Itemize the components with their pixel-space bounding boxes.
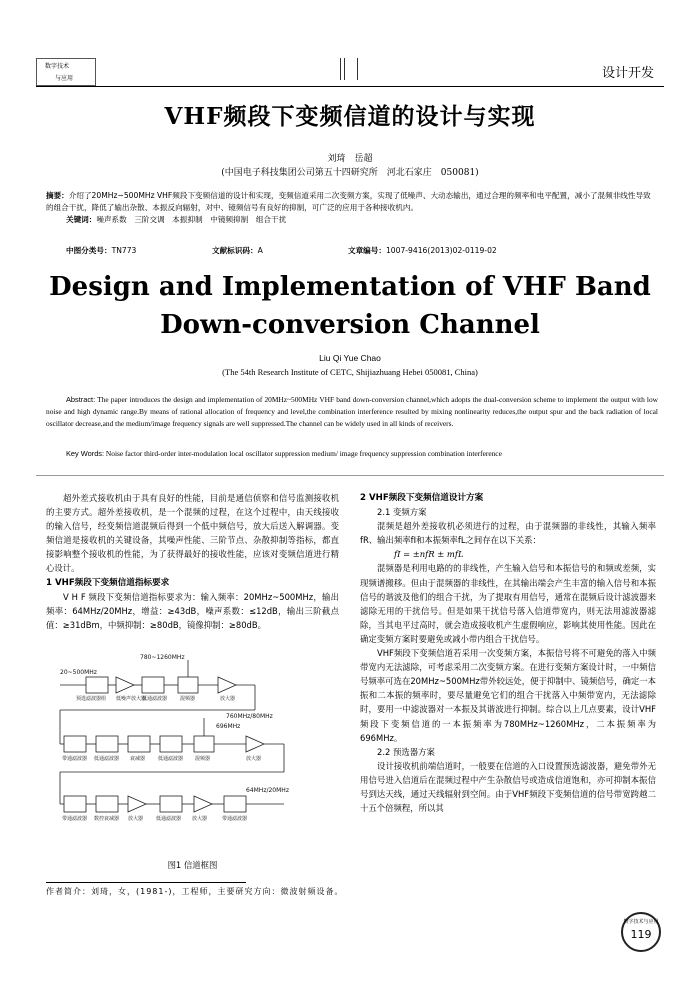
lo1-freq-label: 780~1260MHz — [140, 654, 185, 661]
bpf-block-2 — [64, 796, 86, 812]
clc-number: 中图分类号：TN773 — [66, 246, 137, 255]
row1-label-1: 低噪声放大器 — [116, 696, 147, 702]
bpf-block-1 — [64, 736, 86, 752]
section-2-heading: 2 VHF频段下变频信道设计方案 — [360, 493, 484, 503]
keywords-zh-label: 关键词： — [66, 215, 97, 224]
keywords-en-block — [66, 449, 666, 458]
mixing-formula: fI = ±nfR ± mfL — [394, 549, 464, 560]
abstract-zh — [46, 190, 656, 226]
amp-block-2 — [246, 736, 264, 752]
row2-label-5: 放大器 — [246, 756, 262, 762]
if1-freq-label: 696MHz — [216, 723, 241, 730]
section-title: 设计开发 — [601, 66, 654, 81]
abstract-en-label: Abstract: — [66, 395, 96, 404]
page-number-stamp — [621, 912, 661, 952]
row2-label-2: 衰减器 — [130, 756, 146, 762]
row1-label-3: 混频器 — [180, 696, 196, 702]
document-code: 文献标识码：A — [212, 246, 263, 255]
bpf-block-3 — [224, 796, 246, 812]
journal-name-line2: 与应用 — [55, 75, 74, 82]
mixer-block-1 — [178, 677, 198, 693]
intro-paragraph: 超外差式接收机由于具有良好的性能，目前是通信侦察和信号监测接收机的主要方式。超外差接收机，是一个混频的过程，在这个过程中，由天线接收的输入信号，经变频信道混频后得到一个低中频信号，放大后送入解调器。变频信道是接收机的关键设备，其噪声性能、三阶节点、杂散抑制等指标，都直接影响整个接收机的性能，为了获得最好的接收性能，应该对变频信道进行精心设计。 — [46, 493, 339, 574]
paper-title-en-line2: Down-conversion Channel — [160, 310, 540, 340]
section-2-2-heading: 2.2 预选器方案 — [377, 746, 435, 757]
journal-stamp-text: 数字技术与应用 — [623, 919, 659, 925]
left-column — [46, 491, 339, 632]
header-rule — [36, 86, 664, 87]
spec-paragraph: V H F 频段下变频信道指标要求为：输入频率：20MHz~500MHz，输出频率：64MHz/20MHz，增益：≥43dB，噪声系数：≤12dB，输出三阶截点值：≥31dBm，中频抑制：≥80dB，镜像抑制：≥80dB。 — [46, 591, 339, 630]
affiliation-zh: (中国电子科技集团公司第五十四研究所 河北石家庄 050081) — [221, 168, 479, 178]
row3-label-4: 放大器 — [192, 816, 208, 822]
section-2-1-heading: 2.1 变频方案 — [377, 507, 427, 518]
affiliation-en: (The 54th Research Institute of CETC, Shijiazhuang Hebei 050081, China) — [222, 367, 478, 377]
amp-block-4 — [194, 796, 212, 812]
paper-title-en-line1: Design and Implementation of VHF Band — [49, 272, 651, 302]
authors-en: Liu Qi Yue Chao — [319, 353, 381, 363]
preselect-filter-bank-block — [86, 677, 108, 693]
preselector-paragraph: 设计接收机前端信道时，一般要在信道的入口设置预选滤波器，避免带外无用信号进入信道后在混频过程中产生杂散信号或造成信道饱和，亦可抑制本振信号到达天线，通过天线辐射到空间。由于VHF频段下变频信道的信号带宽跨越二十五个倍频程，所以其 — [360, 760, 656, 814]
row2-label-0: 带通滤波器 — [62, 756, 88, 762]
journal-logo — [36, 58, 96, 86]
row2-label-3: 低通滤波器 — [158, 756, 184, 762]
row3-label-3: 低通滤波器 — [156, 816, 182, 822]
keywords-en-label: Key Words: — [66, 449, 105, 458]
abstract-zh-label: 摘要： — [46, 191, 69, 200]
abstract-zh-text: 介绍了20MHz~500MHz VHF频段下变频信道的设计和实现，变频信道采用二次变频方案，实现了低噪声、大动态输出，通过合理的频率和电平配置，减小了混频非线性导致的组合干扰，降低了输出杂散、本振反向辐射，对中、镜频信号有良好的抑制，可广泛的应用于各种接收机内。 — [46, 191, 651, 212]
amp-block-1 — [218, 677, 236, 693]
conversion-paragraph-3: VHF频段下变频信道若采用一次变频方案，本振信号将不可避免的落入中频带宽内无法滤除，可考虑采用二次变频方案。在进行变频方案设计时，一中频信号频率可选在20MHz~500MHz带外较远处，便于抑制中、镜频信号，确定一本振和二本振的频率时，要尽量避免它们的组合干扰落入中频带宽内，无法滤除时，要用一中滤波器对一本振及其谐波进行抑制。综合以上几点要素，设计VHF频段下变频信道的一本振频率为780MHz~1260MHz，二本振频率为696MHz。 — [360, 648, 656, 743]
abstract-en — [46, 394, 658, 429]
input-freq-label: 20~500MHz — [60, 669, 97, 676]
right-column — [360, 491, 656, 815]
abstract-separator — [36, 475, 664, 476]
lpf-block-4 — [160, 796, 182, 812]
authors-zh: 刘琦 岳超 — [327, 154, 373, 164]
row3-label-2: 放大器 — [128, 816, 144, 822]
journal-name-line1: 数字技术 — [45, 63, 70, 70]
footnote-rule — [46, 882, 246, 883]
abstract-en-text: The paper introduces the design and implementation of 20MHz~500MHz VHF band down-conversion channel,which adopts the dual-conversion scheme to implement the output with low noise and high dynamic range.By means of rational allocation of frequency and level,the combination interference resulted by mixing nonlinearity reduces,the output spur and the back radiation of local oscillator decrease,and the medium/image frequency signals are well suppressed.The channel can be widely used in all kinds of receivers. — [46, 395, 658, 428]
output-freq-label: 64MHz/20MHz — [246, 787, 289, 794]
article-number: 文章编号：1007-9416(2013)02-0119-02 — [348, 246, 497, 255]
keywords-zh: 噪声系数 三阶交调 本振抑制 中镜频抑制 组合干扰 — [96, 215, 287, 224]
keywords-en: Noise factor third-order inter-modulation local oscillator suppression medium/ image frequency suppression combination interference — [105, 449, 502, 458]
channel-block-diagram — [50, 652, 340, 857]
lo2-freq-label: 760MHz/80MHz — [226, 713, 273, 720]
row3-label-0: 带通滤波器 — [62, 816, 88, 822]
row2-label-4: 混频器 — [195, 756, 211, 762]
amp-block-3 — [128, 796, 146, 812]
conversion-paragraph-1: 混频是超外差接收机必须进行的过程，由于混频器的非线性，其输入频率fR、输出频率fI和本振频率fL之间存在以下关系： — [360, 521, 656, 546]
conversion-paragraph-2: 混频器是利用电路的的非线性，产生输入信号和本振信号的和频或差频，实现频谱搬移。但由于混频器的非线性，在其输出端会产生丰富的输入信号和本振信号的谐波及他们的组合干扰，为了提取有用信号，通常在混频后设计滤波器来滤除无用的干扰信号。但是如果干扰信号落入信道带宽内，则无法用滤波器滤除，当其电平过高时，就会造成接收机产生虚假响应，影响其使用性能。因此在确定变频方案时要避免或减小带内组合干扰信号。 — [360, 563, 656, 644]
lpf-block-2 — [96, 736, 118, 752]
row1-label-2: 低通滤波器 — [142, 696, 168, 702]
author-footnote: 作者简介：刘琦，女，(1981-)，工程师，主要研究方向：微波射频设备。 — [46, 887, 344, 896]
mixer-block-2 — [194, 736, 214, 752]
lpf-block-3 — [160, 736, 182, 752]
row3-label-1: 数控衰减器 — [94, 816, 120, 822]
page-number: 119 — [630, 928, 652, 941]
digital-attenuator-block — [96, 796, 118, 812]
attenuator-block-1 — [128, 736, 150, 752]
figure-1-caption: 图1 信道框图 — [167, 860, 218, 870]
lpf-block-1 — [142, 677, 164, 693]
row3-label-5: 带通滤波器 — [222, 816, 248, 822]
section-1-heading: 1 VHF频段下变频信道指标要求 — [46, 577, 170, 588]
paper-title-zh: VHF频段下变频信道的设计与实现 — [164, 103, 536, 130]
row2-label-1: 低通滤波器 — [94, 756, 120, 762]
row1-label-0: 预选滤波器组 — [76, 696, 107, 702]
lna-block — [116, 677, 134, 693]
row1-label-4: 放大器 — [220, 696, 236, 702]
paper-title-en — [0, 268, 700, 344]
